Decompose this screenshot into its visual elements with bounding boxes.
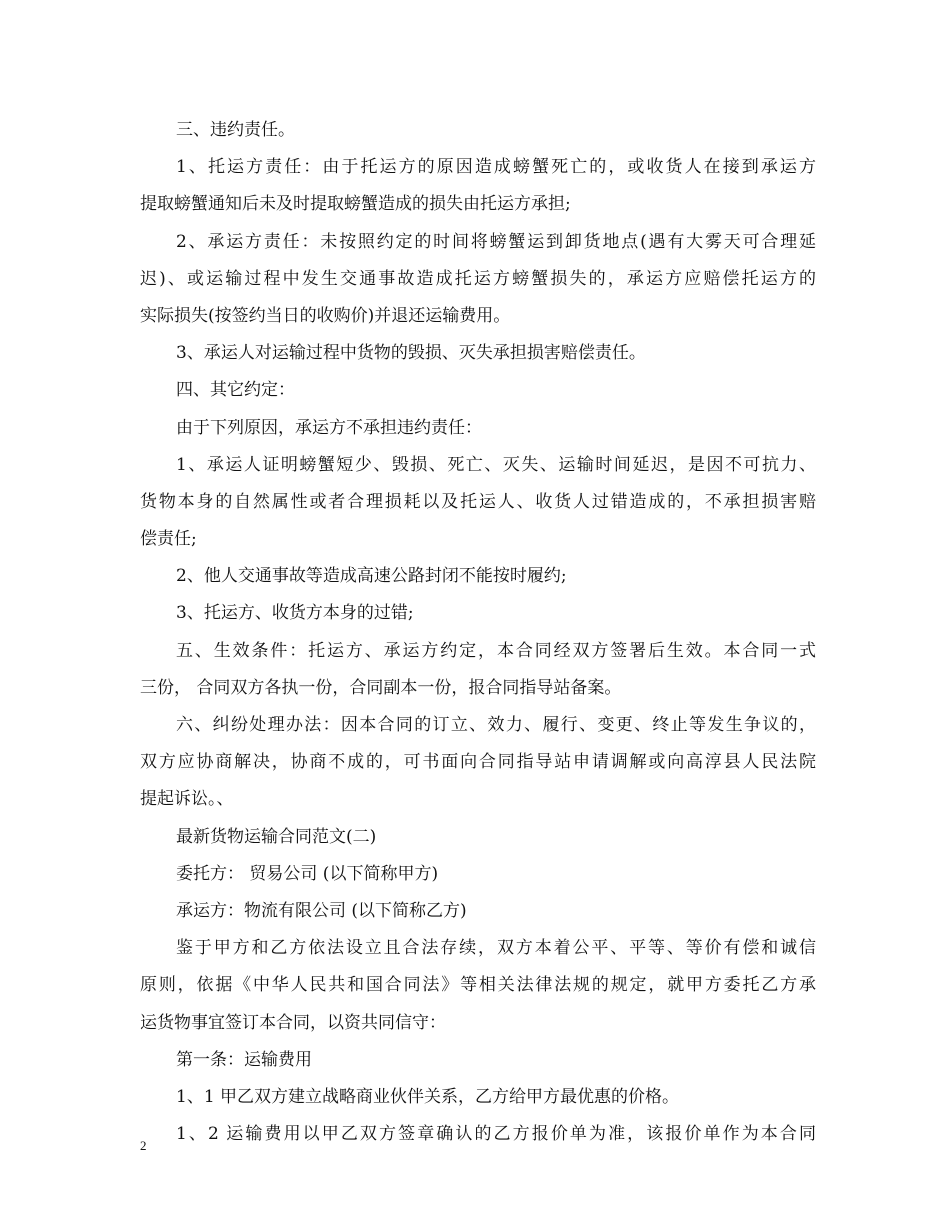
paragraph-line: 提取螃蟹通知后未及时提取螃蟹造成的损失由托运方承担;: [140, 194, 571, 215]
paragraph-line: 原则，依据《中华人民共和国合同法》等相关法律法规的规定，就甲方委托乙方承: [140, 975, 816, 996]
party-carrier: 承运方：物流有限公司 (以下简称乙方): [176, 900, 467, 921]
paragraph-line: 三份， 合同双方各执一份，合同副本一份，报合同指导站备案。: [140, 677, 622, 698]
section-heading-other: 四、其它约定：: [176, 380, 295, 401]
section-heading-dispute: 六、纠纷处理办法：因本合同的订立、效力、履行、变更、终止等发生争议的，: [176, 715, 816, 735]
paragraph-line: 3、托运方、收货方本身的过错;: [176, 603, 414, 624]
section-heading-breach: 三、违约责任。: [176, 120, 295, 140]
paragraph-line: 1、2 运输费用以甲乙双方签章确认的乙方报价单为准，该报价单作为本合同: [176, 1124, 816, 1145]
paragraph-line: 迟)、或运输过程中发生交通事故造成托运方螃蟹损失的，承运方应赔偿托运方的: [140, 268, 816, 289]
paragraph-line: 1、1 甲乙双方建立战略商业伙伴关系，乙方给甲方最优惠的价格。: [176, 1086, 680, 1107]
party-client: 委托方： 贸易公司 (以下简称甲方): [176, 863, 439, 884]
paragraph-line: 双方应协商解决，协商不成的，可书面向合同指导站申请调解或向高淳县人民法院: [140, 752, 816, 773]
paragraph-line: 偿责任;: [140, 529, 197, 550]
paragraph-line: 由于下列原因，承运方不承担违约责任：: [176, 417, 482, 438]
paragraph-line: 提起诉讼。、: [140, 789, 234, 810]
paragraph-line: 货物本身的自然属性或者合理损耗以及托运人、收货人过错造成的，不承担损害赔: [140, 491, 816, 512]
paragraph-line: 鉴于甲方和乙方依法设立且合法存续，双方本着公平、平等、等价有偿和诚信: [176, 938, 816, 959]
paragraph-line: 2、承运方责任：未按照约定的时间将螃蟹运到卸货地点(遇有大雾天可合理延: [176, 231, 816, 252]
page-number: 2: [140, 1138, 147, 1153]
document-subtitle: 最新货物运输合同范文(二): [176, 826, 377, 847]
paragraph-line: 运货物事宜签订本合同，以资共同信守：: [140, 1012, 446, 1033]
article-heading-fees: 第一条：运输费用: [176, 1049, 312, 1070]
paragraph-line: 1、承运人证明螃蟹短少、毁损、死亡、灭失、运输时间延迟，是因不可抗力、: [176, 454, 816, 475]
paragraph-line: 1、托运方责任：由于托运方的原因造成螃蟹死亡的，或收货人在接到承运方: [176, 157, 816, 178]
document-body: [140, 112, 816, 1153]
paragraph-line: 实际损失(按签约当日的收购价)并退还运输费用。: [140, 305, 511, 326]
section-heading-effective: 五、生效条件：托运方、承运方约定，本合同经双方签署后生效。本合同一式: [176, 640, 816, 661]
paragraph-line: 3、承运人对运输过程中货物的毁损、灭失承担损害赔偿责任。: [176, 343, 646, 364]
paragraph-line: 2、他人交通事故等造成高速公路封闭不能按时履约;: [176, 566, 567, 587]
